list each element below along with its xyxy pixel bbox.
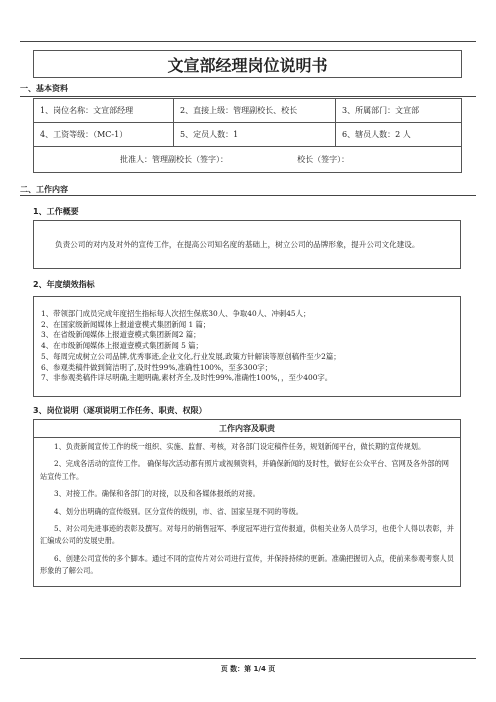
summary-box — [33, 220, 461, 269]
page-number: 页 数：第 1/4 页 — [220, 665, 276, 673]
section-1-rule — [20, 96, 476, 97]
kpi-item: 4、在市级新闻媒体上报道壹模式集团新闻 5 篇； — [41, 341, 203, 351]
section-2-title: 二、工作内容 — [20, 185, 68, 194]
department-cell: 3、所属部门：文宣部 — [336, 99, 462, 123]
direct-superior-cell: 2、直接上级：管理副校长、校长 — [174, 99, 336, 123]
duty-item: 3、对接工作。确保和各部门的对接，以及和各媒体报纸的对接。 — [54, 489, 260, 499]
doc-title: 文宣部经理岗位说明书 — [34, 51, 462, 78]
summary-cell — [34, 221, 461, 269]
summary-text: 负责公司的对内及对外的宣传工作，在提高公司知名度的基础上，树立公司的品牌形象，提升公司文化建设。 — [55, 239, 420, 249]
duties-table — [33, 419, 461, 587]
approver-signature-label: 批准人：管理副校长（签字）： — [120, 155, 228, 164]
kpi-item: 2、在国家级新闻媒体上报道壹模式集团新闻 1 篇； — [41, 319, 211, 329]
kpi-item: 1、带领部门成员完成年度招生指标每人次招生保底30人、争取40人、冲刺45人； — [41, 308, 311, 318]
duty-item: 4、划分出明确的宣传级别。区分宣传的级别，市、省、国家呈现不同的等级。 — [54, 506, 303, 516]
section-1-title: 一、基本资料 — [20, 84, 68, 93]
kpi-item: 7、非参观类稿件详尽明确,主题明确,素材齐全,及时性99%,准确性100%，，至少400字。 — [41, 373, 333, 383]
basic-info-table — [33, 50, 462, 78]
duties-heading: 3、岗位说明（逐项说明工作任务、职责、权限） — [33, 406, 207, 415]
kpi-heading: 2、年度绩效指标 — [33, 280, 95, 289]
job-title-cell: 1、岗位名称：文宣部经理 — [34, 99, 174, 123]
subordinates-cell: 6、辖员人数：2 人 — [336, 123, 462, 147]
section-2-rule — [20, 195, 476, 196]
principal-signature-label: 校长（签字）： — [297, 155, 350, 164]
duty-item: 1、负责新闻宣传工作的统一组织、实施、监督、考核，对各部门设定稿件任务，规划新闻平台，做长期的宣传规划。 — [54, 442, 426, 451]
approval-cell — [34, 147, 462, 173]
duty-item: 5、对公司先进事迹的表彰及撰写。对每月的销售冠军、季度冠军进行宣传报道，供相关业务人员学习，也使个人得以表彰，并汇编成公司的发展史册。 — [40, 524, 454, 546]
duty-item: 6、创建公司宣传的多个脚本。通过不同的宣传片对公司进行宣传，并保持持续的更新。准确把握切入点，使前来参观考察人员形象的了解公司。 — [40, 553, 454, 576]
kpi-item: 5、每周完成树立公司品牌,优秀事迹,企业文化,行业发展,政策方针解读等原创稿件至少2篇； — [41, 351, 341, 361]
duty-item: 2、完成各活动的宣传工作。 确保每次活动都有照片或视频资料，并确保新闻的及时性，做好在公众平台、官网及各外部的网站宣传工作。 — [40, 459, 449, 481]
duties-cell — [34, 438, 461, 587]
salary-grade-cell: 4、工资等级：（MC-1） — [34, 123, 174, 147]
summary-heading: 1、工作概要 — [33, 207, 79, 216]
footer-rule — [20, 658, 476, 659]
kpi-item: 6、参观类稿件做到简洁明了,及时性99%,准确性100%，至多300字； — [41, 362, 273, 372]
header-rule — [20, 41, 476, 42]
kpi-box — [33, 296, 461, 397]
duties-header: 工作内容及职责 — [34, 420, 461, 438]
kpi-cell — [34, 297, 461, 397]
headcount-cell: 5、定员人数：1 — [174, 123, 336, 147]
basic-info-grid — [33, 98, 462, 173]
kpi-item: 3、在省级新闻媒体上报道壹模式集团新闻2 篇； — [41, 330, 201, 340]
